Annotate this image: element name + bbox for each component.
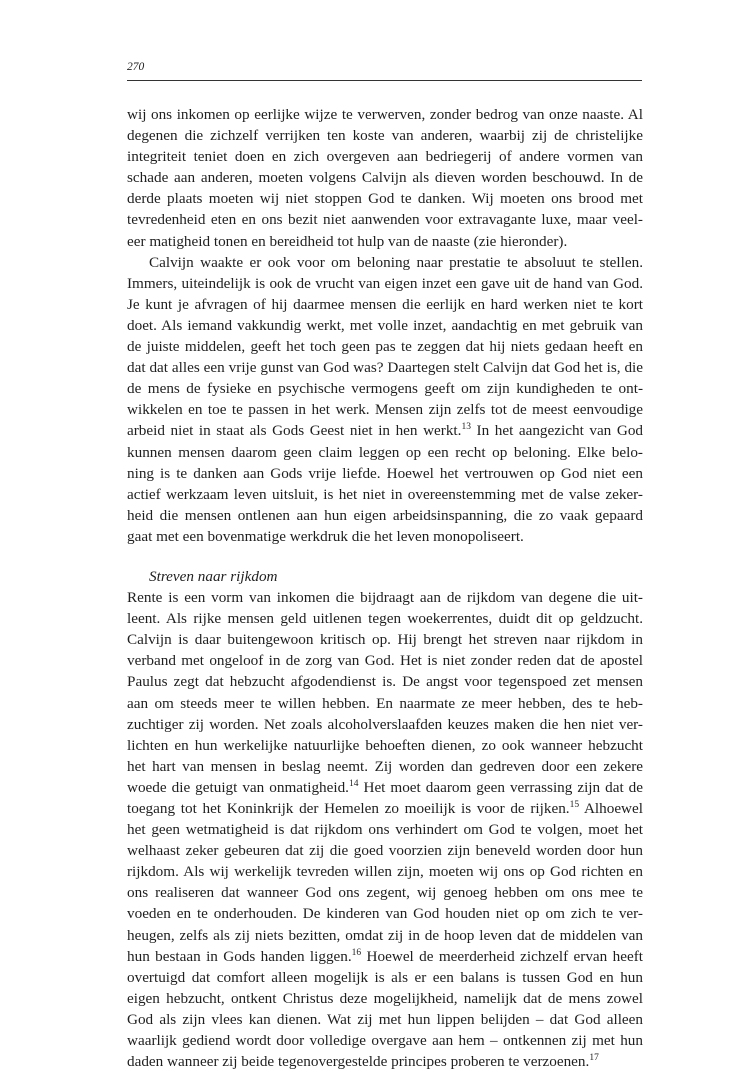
text-line: doet. Als iemand vakkundig werkt, met volle inzet, aandachtig en met gebruik van [127,316,643,334]
footnote-marker: 15 [569,799,580,810]
text-line: het hart van mensen in beslag neemt. Zij worden dan gedreven door een zekere [127,757,643,775]
text-line: Calvijn waakte er ook voor om beloning naar prestatie te absoluut te stellen. [149,253,643,271]
text-line: Paulus zegt dat hebzucht afgodendienst is. De angst voor tegenspoed zet mensen [127,673,643,691]
text-line: tevredenheid eten en ons bezit niet aanwenden voor extravagante luxe, maar veel- [127,211,643,229]
text-segment: woede die getuigt van onmatigheid. [127,778,349,796]
text-line: aan om steeds meer te willen hebben. En naarmate ze meer hebben, des te heb- [127,694,643,712]
text-line: overtuigd dat comfort alleen mogelijk is als er een balans is tussen God en hun [127,968,643,986]
text-line: leent. Als rijke mensen geld uitlenen tegen woekerrentes, duidt dit op geldzucht. [127,610,643,628]
text-line: heugen, zelfs als zij niets bezitten, omdat zij in de hoop leven dat de middelen van [127,926,643,944]
text-line: waarlijk gediend wordt door volledige overgave aan hem – ontkennen zij met hun [127,1032,643,1050]
text-line: dat dat alles een vrije gunst van God was? Daartegen stelt Calvijn dat God het is, die [127,359,643,377]
text-line [127,1051,643,1072]
text-line [127,420,643,441]
text-line: gaat met een bovenmatige werkdruk die het leven monopoliseert. [127,527,524,545]
text-segment: Hoewel de meerderheid zichzelf ervan heeft [361,947,643,965]
text-line: de mens de fysieke en psychische vermogens geeft om zijn kundigheden te ont- [127,380,643,398]
text-line: ning is te danken aan Gods vrije liefde. Hoewel het vertrouwen op God niet een [127,464,643,482]
text-line: lichten en hun werkelijke natuurlijke behoeften dienen, zo ook wanneer hebzucht [127,736,643,754]
footnote-marker: 17 [589,1053,599,1064]
text-line: Calvijn is daar buitengewoon kritisch op. Hij brengt het streven naar rijkdom in [127,631,643,649]
text-line: schade aan anderen, moeten volgens Calvijn als dieven worden beschouwd. In de [127,169,643,187]
text-segment: arbeid niet in staat als Gods Geest niet in hen werkt. [127,422,462,440]
text-line: Je kunt je afvragen of hij daarmee mensen die eerlijk en hard werken niet te kort [127,295,643,313]
text-segment: Het moet daarom geen verrassing zijn dat de [358,778,643,796]
header-rule [127,80,642,81]
text-line: het geen wetmatigheid is dat rijkdom ons verhindert om God te volgen, moet het [127,821,643,839]
text-line: de juiste middelen, geeft het toch geen pas te zeggen dat hij niets gedaan heeft en [127,338,643,356]
text-line [127,798,643,819]
text-segment: toegang tot het Koninkrijk der Hemelen zo moeilijk is voor de rijken. [127,800,570,817]
page-body [127,104,643,1072]
section-heading: Streven naar rijkdom [149,567,278,585]
footnote-marker: 13 [461,422,471,433]
text-segment: In het aangezicht van God [470,422,644,440]
text-line: derde plaats moeten wij niet stoppen God te danken. Wij moeten ons brood met [127,190,643,208]
text-line: welhaast zeker gebeuren dat zij die goed voorzien zijn beneveld worden door hun [127,842,643,860]
text-segment: daden wanneer zij beide tegenovergestelde principes proberen te verzoenen. [127,1053,590,1071]
text-line: rijkdom. Als wij werkelijk tevreden willen zijn, moeten wij ons op God richten en [127,863,643,881]
text-line: Rente is een vorm van inkomen die bijdraagt aan de rijkdom van degene die uit- [127,589,643,607]
text-segment: hun bestaan in Gods handen liggen. [127,947,352,965]
text-line: eigen hebzucht, ontkent Christus deze mogelijkheid, namelijk dat de mens zowel [127,989,643,1007]
text-line: wij ons inkomen op eerlijke wijze te verwerven, zonder bedrog van onze naaste. Al [127,106,643,123]
text-line [127,777,643,798]
text-line: eer matigheid tonen en bereidheid tot hulp van de naaste (zie hieronder). [127,232,568,250]
text-line: integriteit teniet doen en zich overgeven aan bedriegerij of andere vormen van [127,148,643,166]
text-line: degenen die zichzelf verrijken ten koste van anderen, waarbij zij de christelijke [127,127,643,145]
text-line: actief werkzaam leven uitsluit, is het niet in overeenstemming met de valse zeker- [127,485,643,503]
text-line: wikkelen en toe te passen in het werk. Mensen zijn zelfs tot de meest eenvoudige [127,401,643,419]
text-line: zuchtiger zij worden. Net zoals alcoholverslaafden keuzes maken die hen niet ver- [127,715,643,733]
text-line: heid die mensen ontlenen aan hun eigen arbeidsinspanning, die zo vaak gepaard [127,506,643,524]
text-line: voeden en te onderhouden. De kinderen van God houden niet op om zich te ver- [127,905,643,923]
text-line: verband met ongeloof in de zorg van God. Het is niet zonder reden dat de apostel [127,652,643,670]
text-line: Immers, uiteindelijk is ook de vrucht van eigen inzet een gave uit de hand van God. [127,274,643,292]
page-number: 270 [127,61,145,73]
text-segment: Alhoewel [579,800,643,817]
text-line: ons realiseren dat wanneer God ons zegent, wij genoeg hebben om ons mee te [127,884,643,902]
footnote-marker: 16 [351,947,362,958]
footnote-marker: 14 [348,778,359,789]
section-gap [127,547,643,566]
text-line: kunnen mensen daarom geen claim leggen op een recht op beloning. Elke belo- [127,443,643,461]
text-line: God als zijn vlees kan dienen. Wat zij met hun lippen belijden – dat God alleen [127,1010,643,1028]
text-line [127,946,643,967]
